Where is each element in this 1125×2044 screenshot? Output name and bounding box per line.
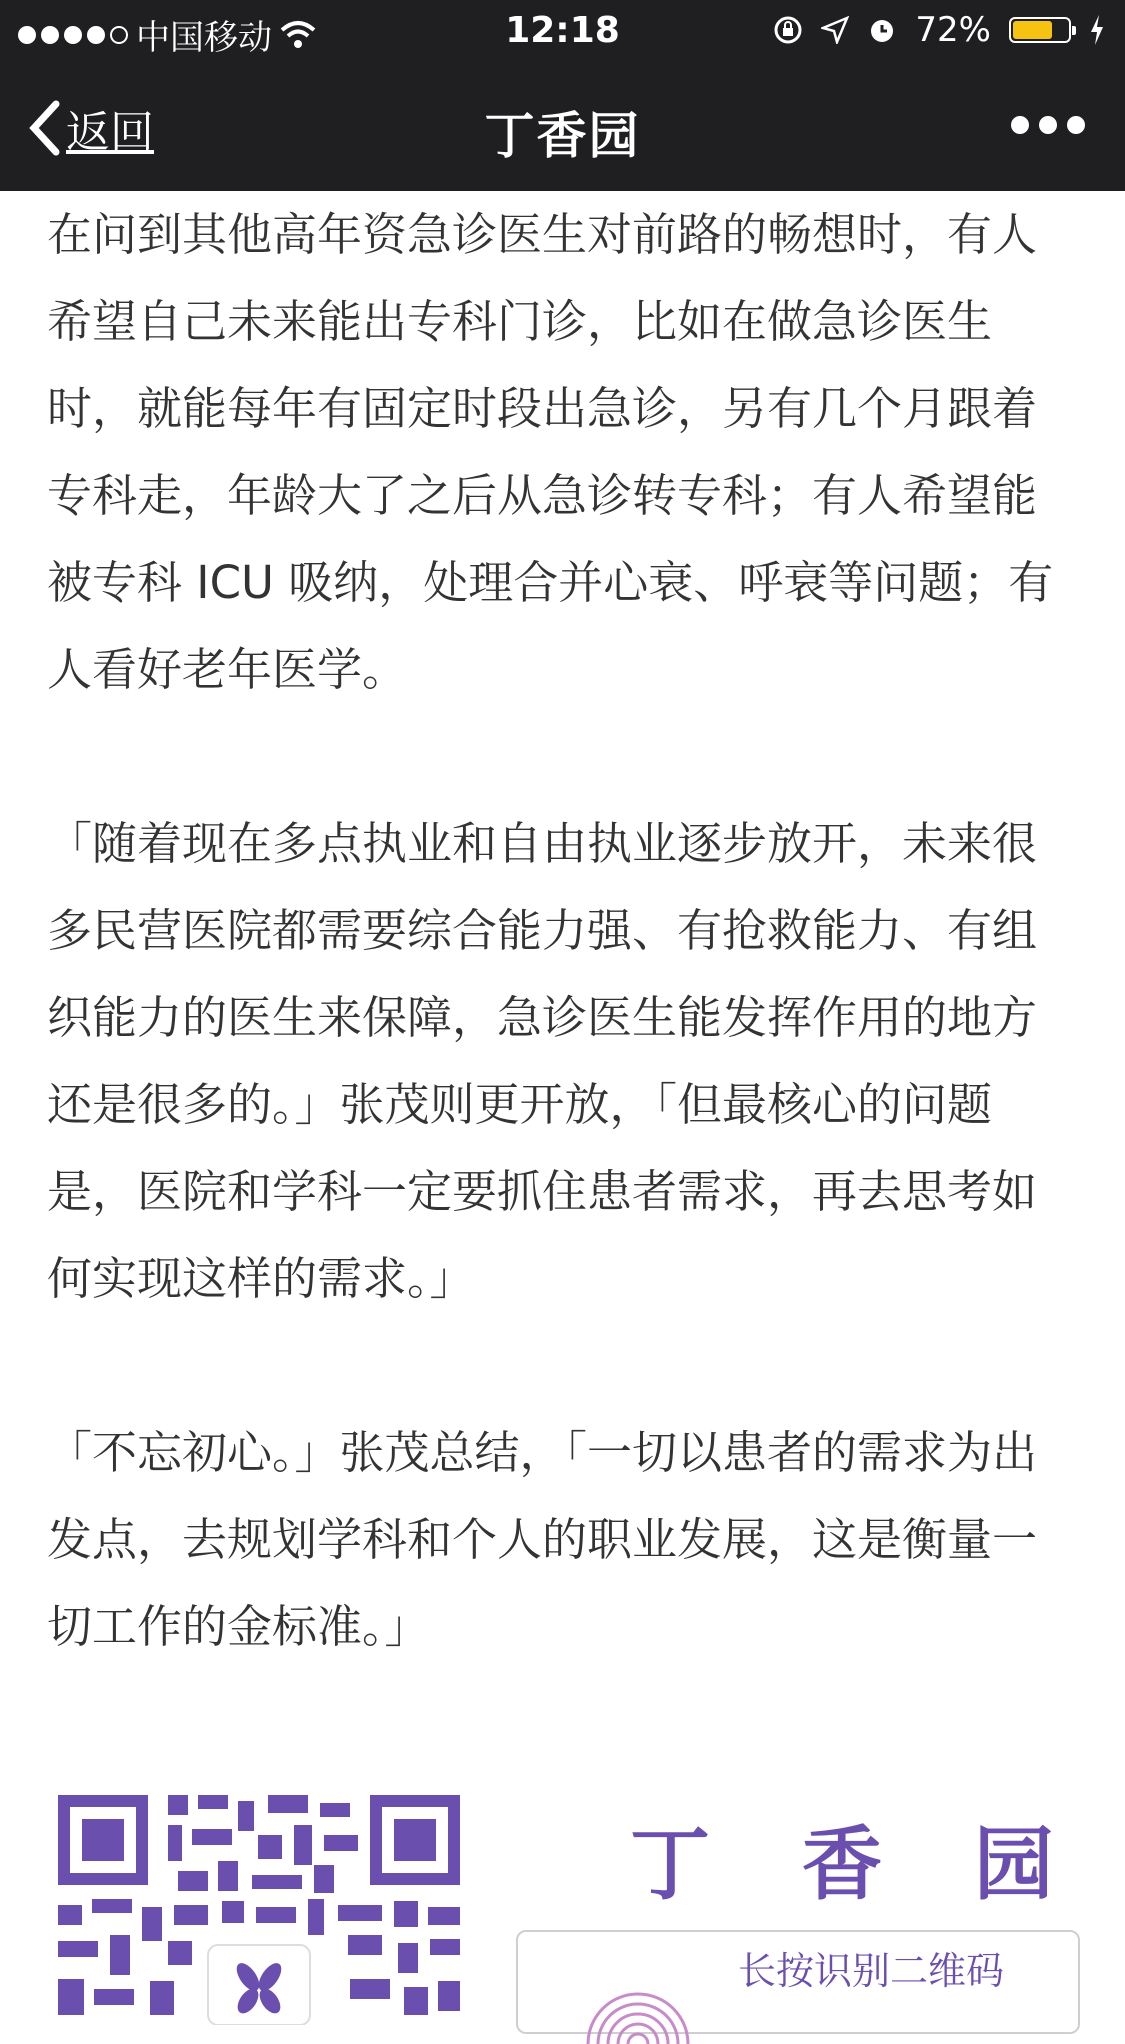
back-label[interactable]: 返回 <box>66 107 154 158</box>
scan-hint-label: 长按识别二维码 <box>738 1949 1005 1993</box>
charging-icon <box>1089 15 1105 45</box>
brand-logo-text: 丁 香 园 <box>630 1818 1086 1911</box>
scan-qr-card[interactable] <box>516 1930 1080 2034</box>
status-time: 12:18 <box>505 10 620 51</box>
article-paragraph: 「随着现在多点执业和自由执业逐步放开，未来很多民营医院都需要综合能力强、有抢救能力、有组织能力的医生来保障，急诊医生能发挥作用的地方还是很多的。」张茂则更开放，「但最核心的问题是，医院和学科一定要抓住患者需求，再去思考如何实现这样的需求。」 <box>47 817 1038 1305</box>
status-right <box>773 10 1105 50</box>
article-paragraph: 在问到其他高年资急诊医生对前路的畅想时，有人希望自己未来能出专科门诊，比如在做急诊医生时，就能每年有固定时段出急诊，另有几个月跟着专科走，年龄大了之后从急诊转专科；有人希望能被专科 ICU 吸纳，处理合并心衰、呼衰等问题；有人看好老年医学。 <box>47 208 1054 696</box>
qr-code[interactable] <box>58 1795 460 2025</box>
article-paragraph: 「不忘初心。」张茂总结，「一切以患者的需求为出发点，去规划学科和个人的职业发展，这是衡量一切工作的金标准。」 <box>47 1426 1038 1653</box>
more-dots-icon[interactable] <box>1011 116 1085 134</box>
status-bar <box>0 0 1125 60</box>
alarm-icon <box>867 15 897 45</box>
fingerprint-icon <box>578 1954 698 2044</box>
battery-percent: 72% <box>915 10 991 50</box>
orientation-lock-icon <box>773 15 803 45</box>
page-title: 丁香园 <box>484 107 641 165</box>
location-icon <box>821 16 849 44</box>
nav-bar <box>0 60 1125 191</box>
carrier-label: 中国移动 <box>136 18 272 58</box>
article-body <box>47 191 1077 1670</box>
battery-icon <box>1009 17 1071 43</box>
battery-level-fill <box>1013 21 1052 39</box>
